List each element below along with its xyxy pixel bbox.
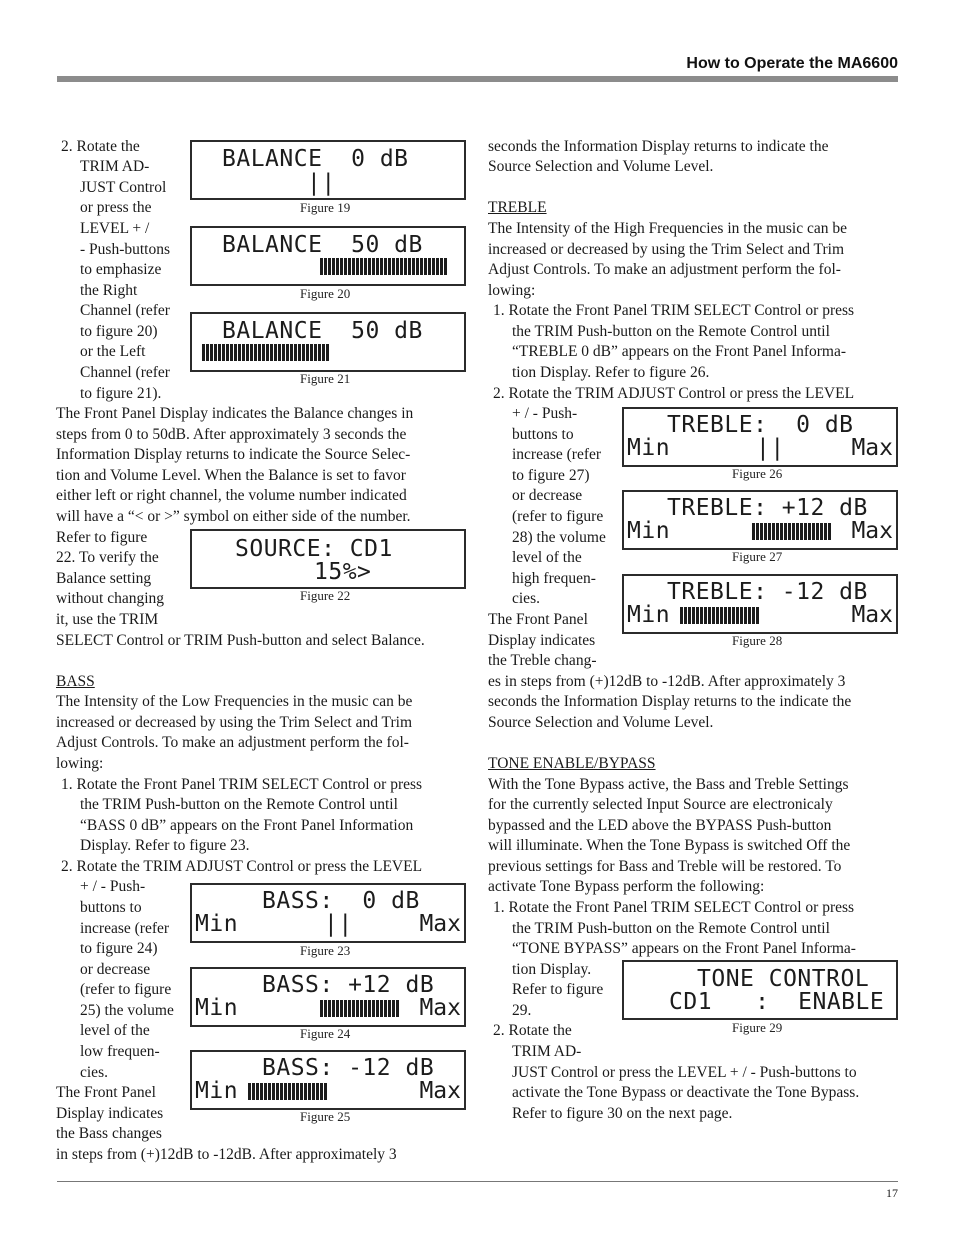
text-line: Refer to figure: [512, 981, 604, 998]
text-line: (refer to figure: [80, 981, 172, 998]
text-line: 2. Rotate the TRIM ADJUST Control or press the LEVEL: [61, 858, 423, 875]
lcd-min-label: Min: [195, 911, 239, 937]
header-rule: [57, 76, 898, 82]
lcd-text: CD1 : ENABLE: [669, 989, 885, 1015]
section-heading-treble: TREBLE: [488, 199, 547, 216]
lcd-display-figure-20: [190, 226, 466, 286]
text-line: activate the Tone Bypass or deactivate the Tone Bypass.: [512, 1084, 860, 1101]
text-line: The Front Panel: [488, 611, 588, 628]
text-line: Adjust Controls. To make an adjustment perform the fol-: [488, 261, 841, 278]
lcd-text: BALANCE 0 dB: [222, 146, 409, 172]
figure-caption: Figure 22: [300, 588, 351, 603]
section-heading-tone: TONE ENABLE/BYPASS: [488, 755, 656, 772]
text-line: Information Display returns to indicate the Source Selec-: [56, 446, 411, 463]
text-line: es in steps from (+)12dB to -12dB. After approximately 3: [488, 673, 846, 690]
page-number: 17: [886, 1186, 898, 1200]
text-line: buttons to: [80, 899, 142, 916]
text-line: level of the: [80, 1022, 150, 1039]
text-line: TRIM AD-: [80, 158, 150, 175]
lcd-display-figure-23: [190, 883, 466, 943]
text-line: buttons to: [512, 426, 574, 443]
text-line: bypassed and the LED above the BYPASS Push-button: [488, 817, 832, 834]
lcd-display-figure-21: [190, 312, 466, 372]
text-line: + / - Push-: [512, 405, 578, 422]
lcd-max-label: Max: [851, 518, 893, 544]
text-line: lowing:: [488, 282, 536, 299]
lcd-level-bar: [248, 1083, 328, 1100]
figure-caption: Figure 20: [300, 286, 351, 301]
text-line: the TRIM Push-button on the Remote Control until: [512, 323, 830, 340]
text-line: 2. Rotate the: [493, 1022, 572, 1039]
text-line: to figure 21).: [80, 385, 162, 402]
text-line: level of the: [512, 549, 582, 566]
figure-caption: Figure 26: [732, 466, 783, 481]
page-header-title: How to Operate the MA6600: [686, 55, 898, 72]
text-line: low frequen-: [80, 1043, 160, 1060]
text-line: to figure 20): [80, 323, 158, 340]
text-line: for the currently selected Input Source are electronicaly: [488, 796, 833, 813]
text-line: to figure 24): [80, 940, 158, 957]
text-line: + / - Push-: [80, 878, 146, 895]
lcd-display-figure-26: [622, 407, 898, 467]
text-line: 1. Rotate the Front Panel TRIM SELECT Control or press: [493, 899, 855, 916]
text-line: SELECT Control or TRIM Push-button and select Balance.: [56, 632, 425, 649]
lcd-display-figure-24: [190, 967, 466, 1027]
text-line: without changing: [56, 590, 165, 607]
lcd-level-bar: [752, 523, 832, 540]
lcd-volume-text: 15%>: [314, 559, 372, 585]
lcd-text: BASS: -12 dB: [262, 1055, 435, 1081]
text-line: 29.: [512, 1002, 532, 1019]
text-line: Balance setting: [56, 570, 152, 587]
text-line: (refer to figure: [512, 508, 604, 525]
lcd-display-figure-27: [622, 490, 898, 550]
text-line: 22. To verify the: [56, 549, 159, 566]
lcd-display-figure-28: [622, 574, 898, 634]
lcd-min-label: Min: [195, 995, 239, 1021]
text-line: TRIM AD-: [512, 1043, 582, 1060]
text-line: will have a “< or >” symbol on either side of the number.: [56, 508, 411, 525]
figure-caption: Figure 28: [732, 633, 783, 648]
lcd-level-bar: [320, 1000, 400, 1017]
text-line: either left or right channel, the volume number indicated: [56, 487, 407, 504]
text-line: 1. Rotate the Front Panel TRIM SELECT Control or press: [493, 302, 855, 319]
lcd-center-marker: ||: [324, 911, 353, 937]
lcd-display-figure-29: [622, 960, 898, 1020]
text-line: JUST Control: [80, 179, 167, 196]
text-line: previous settings for Bass and Treble will be restored. To: [488, 858, 842, 875]
text-line: tion Display.: [512, 961, 592, 978]
text-line: The Intensity of the Low Frequencies in the music can be: [56, 693, 413, 710]
text-line: The Front Panel: [56, 1084, 156, 1101]
text-line: cies.: [512, 590, 540, 607]
text-line: increased or decreased by using the Trim Select and Trim: [488, 241, 845, 258]
text-line: Source Selection and Volume Level.: [488, 158, 714, 175]
text-line: to figure 27): [512, 467, 590, 484]
text-line: 2. Rotate the: [61, 138, 140, 155]
text-line: the TRIM Push-button on the Remote Control until: [512, 920, 830, 937]
text-line: increase (refer: [512, 446, 602, 463]
text-line: the Bass changes: [56, 1125, 162, 1142]
text-line: 25) the volume: [80, 1002, 174, 1019]
text-line: Adjust Controls. To make an adjustment perform the fol-: [56, 734, 409, 751]
lcd-min-label: Min: [627, 602, 671, 628]
text-line: Display indicates: [56, 1105, 164, 1122]
figure-caption: Figure 24: [300, 1026, 351, 1041]
lcd-text: BALANCE 50 dB: [222, 318, 423, 344]
text-line: high frequen-: [512, 570, 596, 587]
text-line: tion Display. Refer to figure 26.: [512, 364, 710, 381]
text-line: or the Left: [80, 343, 146, 360]
figure-caption: Figure 23: [300, 943, 351, 958]
lcd-min-label: Min: [195, 1078, 239, 1104]
figure-caption: Figure 19: [300, 200, 351, 215]
text-line: or press the: [80, 199, 152, 216]
text-line: Refer to figure 30 on the next page.: [512, 1105, 733, 1122]
text-line: Display indicates: [488, 632, 596, 649]
text-line: cies.: [80, 1064, 108, 1081]
text-line: increased or decreased by using the Trim Select and Trim: [56, 714, 413, 731]
lcd-text: TREBLE: 0 dB: [667, 412, 854, 438]
text-line: to emphasize: [80, 261, 162, 278]
lcd-display-figure-19: [190, 140, 466, 200]
text-line: or decrease: [80, 961, 151, 978]
figure-caption: Figure 29: [732, 1020, 783, 1035]
lcd-center-marker: ||: [307, 170, 336, 196]
text-line: steps from 0 to 50dB. After approximately 3 seconds the: [56, 426, 407, 443]
section-heading-bass: BASS: [56, 673, 95, 690]
text-line: or decrease: [512, 487, 583, 504]
text-line: 2. Rotate the TRIM ADJUST Control or press the LEVEL: [493, 385, 855, 402]
figure-caption: Figure 27: [732, 549, 783, 564]
text-line: Channel (refer: [80, 302, 170, 319]
lcd-text: TONE CONTROL: [697, 966, 870, 992]
text-line: the TRIM Push-button on the Remote Control until: [80, 796, 398, 813]
lcd-text: SOURCE: CD1: [235, 536, 393, 562]
lcd-text: BASS: +12 dB: [262, 972, 435, 998]
text-line: seconds the Information Display returns to the indicate the: [488, 693, 852, 710]
text-line: - Push-buttons: [80, 241, 170, 258]
lcd-level-bar: [202, 344, 330, 361]
text-line: in steps from (+)12dB to -12dB. After approximately 3: [56, 1146, 397, 1163]
lcd-max-label: Max: [419, 1078, 461, 1104]
lcd-text: BALANCE 50 dB: [222, 232, 423, 258]
footer-rule: [57, 1181, 898, 1182]
text-line: the Right: [80, 282, 138, 299]
lcd-max-label: Max: [419, 995, 461, 1021]
figure-caption: Figure 21: [300, 371, 351, 386]
text-line: 28) the volume: [512, 529, 606, 546]
text-line: lowing:: [56, 755, 104, 772]
lcd-min-label: Min: [627, 518, 671, 544]
lcd-center-marker: ||: [756, 435, 785, 461]
lcd-max-label: Max: [851, 602, 893, 628]
lcd-display-figure-22: [190, 529, 466, 589]
text-line: seconds the Information Display returns to indicate the: [488, 138, 829, 155]
lcd-level-bar: [680, 607, 760, 624]
text-line: The Intensity of the High Frequencies in the music can be: [488, 220, 847, 237]
text-line: increase (refer: [80, 920, 170, 937]
text-line: “BASS 0 dB” appears on the Front Panel Information: [80, 817, 414, 834]
text-line: The Front Panel Display indicates the Balance changes in: [56, 405, 414, 422]
lcd-max-label: Max: [851, 435, 893, 461]
lcd-text: TREBLE: +12 dB: [667, 495, 868, 521]
text-line: activate Tone Bypass perform the following:: [488, 878, 765, 895]
lcd-max-label: Max: [419, 911, 461, 937]
text-line: it, use the TRIM: [56, 611, 159, 628]
text-line: “TREBLE 0 dB” appears on the Front Panel Informa-: [512, 343, 847, 360]
text-line: Refer to figure: [56, 529, 148, 546]
lcd-text: TREBLE: -12 dB: [667, 579, 868, 605]
text-line: Channel (refer: [80, 364, 170, 381]
text-line: With the Tone Bypass active, the Bass and Treble Settings: [488, 776, 849, 793]
text-line: LEVEL + /: [80, 220, 150, 237]
text-line: “TONE BYPASS” appears on the Front Panel Informa-: [512, 940, 856, 957]
text-line: JUST Control or press the LEVEL + / - Push-buttons to: [512, 1064, 857, 1081]
figure-caption: Figure 25: [300, 1109, 351, 1124]
lcd-level-bar: [320, 258, 448, 275]
lcd-display-figure-25: [190, 1050, 466, 1110]
text-line: Source Selection and Volume Level.: [488, 714, 714, 731]
lcd-text: BASS: 0 dB: [262, 888, 420, 914]
text-line: Display. Refer to figure 23.: [80, 837, 250, 854]
text-line: will illuminate. When the Tone Bypass is switched Off the: [488, 837, 851, 854]
text-line: 1. Rotate the Front Panel TRIM SELECT Control or press: [61, 776, 423, 793]
lcd-min-label: Min: [627, 435, 671, 461]
text-line: the Treble chang-: [488, 652, 597, 669]
text-line: tion and Volume Level. When the Balance is set to favor: [56, 467, 406, 484]
